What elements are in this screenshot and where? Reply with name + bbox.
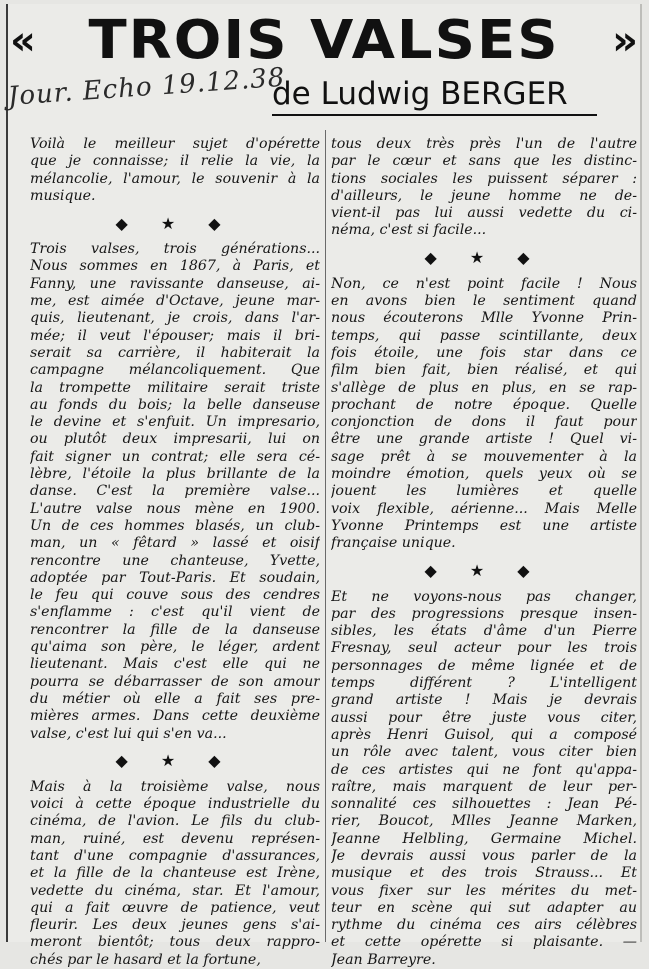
text-line: temps différent ? L'intelligent	[331, 675, 637, 692]
text-line: Non, ce n'est point facile ! Nous	[331, 275, 637, 292]
text-line: s'allège de plus en plus, en se rap-	[331, 379, 637, 396]
open-guillemet: «	[10, 18, 36, 64]
text-line: voix flexible, aérienne... Mais Melle	[331, 500, 637, 517]
text-line: conjonction de dons il faut pour	[331, 414, 637, 431]
text-line: temps, qui passe scintillante, deux	[331, 327, 637, 344]
text-line: au fonds du bois; la belle danseuse	[30, 396, 320, 413]
text-line: prochant de notre époque. Quelle	[331, 396, 637, 413]
text-line: fleurir. Les deux jeunes gens s'ai-	[30, 917, 320, 934]
text-line: vient-il pas lui aussi vedette du ci-	[331, 205, 637, 222]
text-line: mélancolie, l'amour, le souvenir à la	[30, 170, 320, 187]
text-line: du métier où elle a fait ses pre-	[30, 690, 320, 707]
text-line: Un de ces hommes blasés, un club-	[30, 517, 320, 534]
text-line: fois étoile, une fois star dans ce	[331, 344, 637, 361]
text-line: néma, c'est si facile...	[331, 222, 487, 239]
text-line: Fresnay, seul acteur pour les trois	[331, 640, 637, 657]
text-line: personnages de même lignée et de	[331, 657, 637, 674]
section-stars-separator: ◆ ★ ◆	[424, 248, 544, 268]
section-stars-separator: ◆ ★ ◆	[115, 213, 235, 233]
text-line: man, un « fêtard » lassé et oisif	[30, 535, 320, 552]
article-title: TROIS VALSES	[88, 9, 560, 72]
section-stars-separator: ◆ ★ ◆	[424, 560, 544, 580]
section-stars-separator: ◆ ★ ◆	[115, 751, 235, 771]
text-line: Nous sommes en 1867, à Paris, et	[30, 258, 320, 275]
text-line: et cette opérette si plaisante. —	[331, 934, 637, 951]
column-divider	[325, 130, 326, 942]
text-line: Mais à la troisième valse, nous	[30, 778, 320, 795]
text-line: adoptée par Tout-Paris. Et soudain,	[30, 569, 320, 586]
text-line: Jeanne Helbling, Germaine Michel.	[331, 830, 637, 847]
right-column	[331, 136, 637, 969]
paragraph	[331, 276, 637, 553]
byline	[272, 76, 597, 114]
text-line: chés par le hasard et la fortune,	[30, 951, 261, 968]
text-line: tant d'une compagnie d'assurances,	[30, 847, 320, 864]
paragraph	[30, 136, 320, 205]
text-line: sibles, les états d'âme d'un Pierre	[331, 623, 637, 640]
text-line: Et ne voyons-nous pas changer,	[331, 588, 637, 605]
text-line: le devine et s'enfuit. Un impresario,	[30, 414, 320, 431]
text-line: en avons bien le sentiment quand	[331, 293, 637, 310]
text-line: grand artiste ! Mais je devrais	[331, 692, 637, 709]
text-line: mières armes. Dans cette deuxième	[30, 708, 320, 725]
byline-underline	[272, 114, 597, 116]
text-line: par des progressions presque insen-	[331, 605, 637, 622]
text-line: sage prêt à se mouvementer à la	[331, 448, 637, 465]
text-line: vous fixer sur les mérites du met-	[331, 882, 637, 899]
text-line: par le cœur et sans que les distinc-	[331, 153, 637, 170]
text-line: film bien fait, bien réalisé, et qui	[331, 362, 637, 379]
handwritten-date-note: Jour. Echo 19.12.38	[6, 62, 287, 112]
text-line: que je connaisse; il relie la vie, la	[30, 153, 320, 170]
paragraph	[331, 589, 637, 969]
text-line: teur en scène qui sut adapter au	[331, 899, 637, 916]
text-line: d'ailleurs, le jeune homme ne de-	[331, 187, 637, 204]
text-line: fait signer un contrat; elle sera cé-	[30, 448, 320, 465]
text-line: rencontre une chanteuse, Yvette,	[30, 552, 320, 569]
left-column	[30, 136, 320, 969]
text-line: sonnalité ces silhouettes : Jean Pé-	[331, 796, 637, 813]
text-line: quis, lieutenant, je crois, dans l'ar-	[30, 310, 320, 327]
byline-text: de Ludwig BERGER	[272, 76, 568, 112]
paragraph	[331, 136, 637, 240]
text-line: qui a fait œuvre de patience, veut	[30, 899, 320, 916]
text-line: rier, Boucot, Mlles Jeanne Marken,	[331, 813, 637, 830]
text-line: tions sociales les puissent séparer :	[331, 170, 637, 187]
text-line: rythme du cinéma ces airs célèbres	[331, 917, 637, 934]
text-line: rencontrer la fille de la danseuse	[30, 621, 320, 638]
text-line: lèbre, l'étoile la plus brillante de la	[30, 466, 320, 483]
text-line: nous écouterons Mlle Yvonne Prin-	[331, 310, 637, 327]
text-line: danse. C'est la première valse...	[30, 483, 320, 500]
text-line: campagne mélancoliquement. Que	[30, 362, 320, 379]
text-line: Voilà le meilleur sujet d'opérette	[30, 136, 320, 152]
close-guillemet: »	[612, 18, 638, 64]
text-line: musique et des trois Strauss... Et	[331, 865, 637, 882]
text-line: moindre émotion, quels yeux où se	[331, 466, 637, 483]
text-line: meront bientôt; tous deux rappro-	[30, 934, 320, 951]
text-line: man, ruiné, est devenu représen-	[30, 830, 320, 847]
text-line: Jean Barreyre.	[331, 951, 436, 968]
headline	[10, 6, 638, 76]
text-line: qu'aima son père, le léger, ardent	[30, 639, 320, 656]
text-line: et la fille de la chanteuse est Irène,	[30, 865, 320, 882]
text-line: musique.	[30, 187, 96, 204]
text-line: Yvonne Printemps est une artiste	[331, 517, 637, 534]
text-line: voici à cette époque industrielle du	[30, 796, 320, 813]
text-line: un rôle avec talent, vous citer bien	[331, 744, 637, 761]
text-line: Trois valses, trois générations...	[30, 241, 320, 258]
text-line: raître, mais marquent de leur per-	[331, 778, 637, 795]
text-line: jouent les lumières et quelle	[331, 483, 637, 500]
text-line: mée; il veut l'épouser; mais il bri-	[30, 327, 320, 344]
text-line: vedette du cinéma, star. Et l'amour,	[30, 882, 320, 899]
paragraph	[30, 241, 320, 743]
text-line: cinéma, de l'avion. Le fils du club-	[30, 813, 320, 830]
text-line: Je devrais aussi vous parler de la	[331, 847, 637, 864]
text-line: ou plutôt deux impresarii, lui on	[30, 431, 320, 448]
text-line: valse, c'est lui qui s'en va...	[30, 725, 227, 742]
text-line: tous deux très près l'un de l'autre	[331, 136, 637, 152]
text-line: serait sa carrière, il habiterait la	[30, 344, 320, 361]
paragraph	[30, 779, 320, 969]
text-line: L'autre valse nous mène en 1900.	[30, 500, 320, 517]
text-line: le feu qui couve sous des cendres	[30, 587, 320, 604]
text-line: s'enflamme : c'est qu'il vient de	[30, 604, 320, 621]
text-line: pourra se débarrasser de son amour	[30, 673, 320, 690]
text-line: Fanny, une ravissante danseuse, ai-	[30, 275, 320, 292]
text-line: française unique.	[331, 535, 456, 552]
text-line: de ces artistes qui ne font qu'appa-	[331, 761, 637, 778]
text-line: après Henri Guisol, qui a composé	[331, 726, 637, 743]
text-line: être une grande artiste ! Quel vi-	[331, 431, 637, 448]
text-line: la trompette militaire serait triste	[30, 379, 320, 396]
text-line: me, est aimée d'Octave, jeune mar-	[30, 293, 320, 310]
text-line: aussi pour être juste vous citer,	[331, 709, 637, 726]
text-line: lieutenant. Mais c'est elle qui ne	[30, 656, 320, 673]
